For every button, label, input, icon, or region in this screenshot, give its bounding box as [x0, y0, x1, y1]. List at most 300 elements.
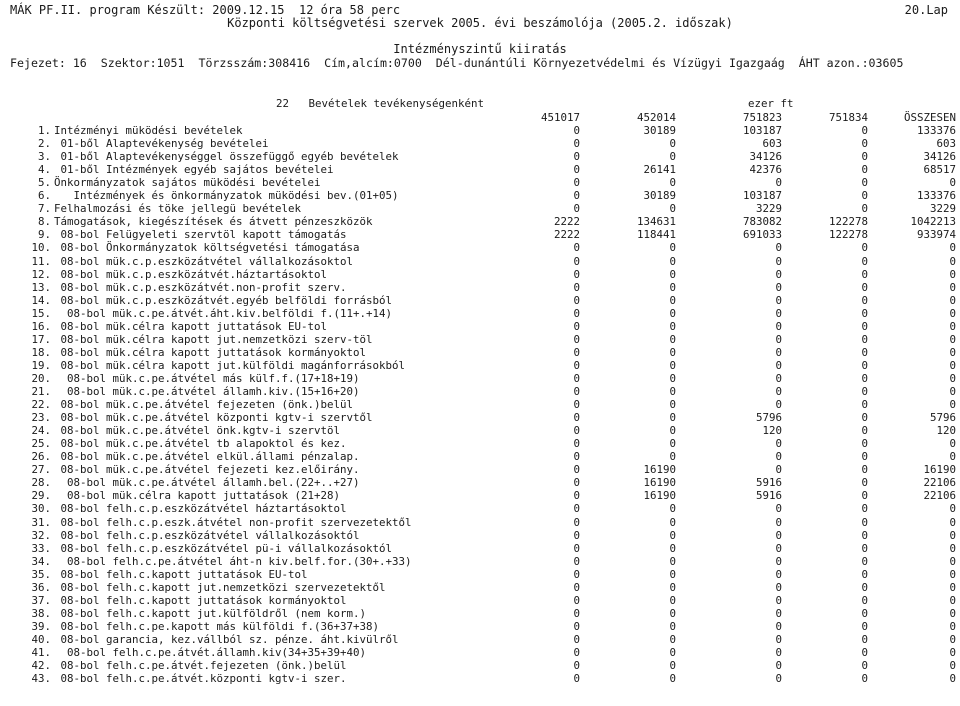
- cell-value: 0: [775, 632, 782, 646]
- cell-value: 120: [762, 424, 782, 438]
- cell-value: 0: [573, 267, 580, 281]
- cell-value: 0: [949, 371, 956, 385]
- row-number: 6.: [37, 189, 51, 203]
- cell-value: 0: [573, 189, 580, 203]
- cell-value: 0: [861, 293, 868, 307]
- cell-value: 0: [669, 254, 676, 268]
- cell-value: 0: [669, 202, 676, 216]
- cell-value: 0: [775, 385, 782, 398]
- column-header: 751823: [742, 111, 782, 124]
- cell-value: 0: [775, 450, 782, 464]
- cell-value: 0: [861, 189, 868, 203]
- cell-value: 0: [861, 606, 868, 620]
- cell-value: 0: [949, 241, 956, 255]
- cell-value: 0: [573, 502, 580, 516]
- cell-value: 0: [861, 241, 868, 255]
- cell-value: 0: [861, 124, 868, 137]
- row-number: 25.: [31, 437, 51, 451]
- cell-value: 68517: [923, 163, 956, 177]
- table-row: [0, 672, 960, 685]
- row-label: 08-bol felh.c.pe.átvét.fejezeten (önk.)belül: [54, 659, 347, 673]
- cell-value: 0: [861, 424, 868, 438]
- cell-value: 0: [573, 450, 580, 464]
- cell-value: 103187: [742, 189, 782, 203]
- row-number: 35.: [31, 567, 51, 581]
- row-label: 08-bol mük.célra kapott juttatások EU-tol: [54, 319, 328, 333]
- cell-value: 0: [949, 358, 956, 372]
- table-row: [0, 294, 960, 307]
- cell-value: 0: [573, 672, 580, 686]
- table-row: [0, 581, 960, 594]
- cell-value: 0: [669, 241, 676, 255]
- row-label: 08-bol mük.c.pe.átvétel fejezeten (önk.)belül: [54, 398, 354, 412]
- cell-value: 0: [949, 646, 956, 659]
- cell-value: 0: [949, 280, 956, 294]
- row-label: 01-ből Alaptevékenységgel összefüggő egyéb bevételek: [54, 150, 399, 164]
- table-row: [0, 633, 960, 646]
- cell-value: 1042213: [910, 215, 956, 229]
- cell-value: 0: [775, 554, 782, 568]
- row-number: 42.: [31, 659, 51, 673]
- row-number: 26.: [31, 450, 51, 464]
- row-number: 8.: [37, 215, 51, 229]
- table-row: [0, 124, 960, 137]
- cell-value: 0: [861, 385, 868, 398]
- cell-value: 0: [861, 371, 868, 385]
- cell-value: 0: [573, 541, 580, 555]
- cell-value: 0: [573, 332, 580, 346]
- cell-value: 0: [861, 137, 868, 151]
- row-label: 08-bol felh.c.kapott juttatások kormányoktol: [54, 593, 347, 607]
- cell-value: 22106: [923, 476, 956, 490]
- cell-value: 133376: [916, 189, 956, 203]
- cell-value: 0: [669, 306, 676, 320]
- cell-value: 0: [775, 672, 782, 686]
- cell-value: 0: [669, 659, 676, 673]
- row-label: 01-ből Alaptevékenység bevételei: [54, 137, 269, 151]
- cell-value: 0: [775, 176, 782, 190]
- cell-value: 0: [861, 580, 868, 594]
- cell-value: 0: [573, 385, 580, 398]
- table-row: [0, 555, 960, 568]
- cell-value: 22106: [923, 489, 956, 503]
- cell-value: 0: [669, 606, 676, 620]
- cell-value: 0: [573, 437, 580, 451]
- row-label: 08-bol felh.c.p.eszk.átvétel non-profit szervezetektől: [54, 515, 412, 529]
- cell-value: 0: [573, 358, 580, 372]
- cell-value: 0: [949, 567, 956, 581]
- row-number: 24.: [31, 424, 51, 438]
- cell-value: 0: [861, 150, 868, 164]
- row-number: 31.: [31, 515, 51, 529]
- row-number: 40.: [31, 632, 51, 646]
- row-number: 27.: [31, 463, 51, 477]
- cell-value: 5916: [755, 489, 782, 503]
- cell-value: 103187: [742, 124, 782, 137]
- cell-value: 0: [775, 659, 782, 673]
- cell-value: 0: [861, 437, 868, 451]
- cell-value: 0: [669, 541, 676, 555]
- cell-value: 0: [669, 293, 676, 307]
- row-label: 08-bol felh.c.pe.kapott más külföldi f.(36+37+38): [54, 619, 380, 633]
- cell-value: 0: [949, 398, 956, 412]
- cell-value: 0: [775, 371, 782, 385]
- row-label: 08-bol felh.c.kapott jut.nemzetközi szervezetektől: [54, 580, 386, 594]
- row-number: 4.: [37, 163, 51, 177]
- report-subtitle: Intézményszintű kiiratás: [393, 42, 567, 56]
- cell-value: 0: [861, 593, 868, 607]
- row-label: 08-bol garancia, kez.vállból sz. pénze. áht.kivülről: [54, 632, 399, 646]
- table-row: [0, 333, 960, 346]
- row-label: 08-bol mük.c.pe.átvétel fejezeti kez.előirány.: [54, 463, 360, 477]
- cell-value: 0: [861, 345, 868, 359]
- cell-value: 0: [573, 293, 580, 307]
- cell-value: 0: [861, 489, 868, 503]
- cell-value: 16190: [643, 489, 676, 503]
- cell-value: 0: [861, 163, 868, 177]
- cell-value: 603: [762, 137, 782, 151]
- row-number: 18.: [31, 345, 51, 359]
- row-label: 08-bol mük.c.p.eszközátvétel vállalkozásoktol: [54, 254, 354, 268]
- cell-value: 0: [775, 358, 782, 372]
- table-row: [0, 150, 960, 163]
- column-header: ÖSSZESEN: [903, 111, 956, 124]
- cell-value: 0: [669, 567, 676, 581]
- row-number: 10.: [31, 241, 51, 255]
- row-number: 11.: [31, 254, 51, 268]
- cell-value: 0: [775, 541, 782, 555]
- row-label: 08-bol felh.c.pe.átvét.központi kgtv-i szer.: [54, 672, 347, 686]
- cell-value: 0: [949, 554, 956, 568]
- row-label: 08-bol mük.c.p.eszközátvét.non-profit szerv.: [54, 280, 347, 294]
- cell-value: 0: [669, 398, 676, 412]
- row-label: 08-bol mük.c.p.eszközátvét.egyéb belföldi forrásból: [54, 293, 393, 307]
- row-label: Önkormányzatok sajátos müködési bevételei: [54, 176, 321, 190]
- cell-value: 0: [573, 411, 580, 425]
- cell-value: 0: [573, 306, 580, 320]
- table-row: [0, 502, 960, 515]
- row-label: 08-bol mük.c.p.eszközátvét.háztartásoktol: [54, 267, 328, 281]
- row-number: 36.: [31, 580, 51, 594]
- cell-value: 2222: [553, 228, 580, 242]
- cell-value: 0: [669, 267, 676, 281]
- row-label: 08-bol felh.c.p.eszközátvétel pü-i vállalkozásoktól: [54, 541, 393, 555]
- cell-value: 0: [775, 254, 782, 268]
- cell-value: 0: [861, 632, 868, 646]
- cell-value: 0: [949, 580, 956, 594]
- cell-value: 0: [669, 319, 676, 333]
- row-label: 08-bol Önkormányzatok költségvetési támogatása: [54, 241, 360, 255]
- page-number: 20.Lap: [904, 3, 948, 17]
- row-label: 08-bol mük.célra kapott juttatások (21+28): [54, 489, 341, 503]
- cell-value: 0: [669, 137, 676, 151]
- row-label: 08-bol mük.c.pe.átvétel államh.bel.(22+..+27): [54, 476, 360, 490]
- cell-value: 0: [949, 176, 956, 190]
- cell-value: 0: [573, 593, 580, 607]
- table-row: [0, 411, 960, 424]
- cell-value: 0: [949, 672, 956, 686]
- cell-value: 0: [861, 476, 868, 490]
- column-header-row: [0, 111, 960, 124]
- cell-value: 2222: [553, 215, 580, 229]
- table-row: [0, 202, 960, 215]
- cell-value: 0: [775, 267, 782, 281]
- row-number: 34.: [31, 554, 51, 568]
- cell-value: 0: [669, 385, 676, 398]
- column-header: 751834: [828, 111, 868, 124]
- table-row: [0, 137, 960, 150]
- row-label: 08-bol felh.c.p.eszközátvétel vállalkozásoktól: [54, 528, 360, 542]
- cell-value: 0: [669, 554, 676, 568]
- cell-value: 3229: [755, 202, 782, 216]
- cell-value: 16190: [643, 463, 676, 477]
- cell-value: 122278: [828, 228, 868, 242]
- cell-value: 0: [573, 528, 580, 542]
- cell-value: 0: [669, 411, 676, 425]
- table-row: [0, 424, 960, 437]
- cell-value: 0: [775, 398, 782, 412]
- row-number: 32.: [31, 528, 51, 542]
- row-number: 43.: [31, 672, 51, 686]
- cell-value: 0: [669, 450, 676, 464]
- cell-value: 0: [949, 332, 956, 346]
- cell-value: 0: [949, 293, 956, 307]
- cell-value: 0: [949, 528, 956, 542]
- cell-value: 0: [775, 593, 782, 607]
- table-row: [0, 163, 960, 176]
- cell-value: 0: [573, 176, 580, 190]
- cell-value: 0: [775, 567, 782, 581]
- cell-value: 0: [669, 358, 676, 372]
- table-row: [0, 516, 960, 529]
- cell-value: 0: [669, 371, 676, 385]
- row-number: 39.: [31, 619, 51, 633]
- cell-value: 0: [573, 150, 580, 164]
- cell-value: 0: [861, 659, 868, 673]
- table-row: [0, 594, 960, 607]
- cell-value: 0: [669, 437, 676, 451]
- cell-value: 0: [861, 319, 868, 333]
- table-row: [0, 437, 960, 450]
- row-number: 17.: [31, 332, 51, 346]
- cell-value: 0: [775, 332, 782, 346]
- cell-value: 0: [669, 672, 676, 686]
- table-row: [0, 241, 960, 254]
- cell-value: 0: [669, 593, 676, 607]
- cell-value: 0: [573, 554, 580, 568]
- cell-value: 0: [775, 306, 782, 320]
- cell-value: 0: [949, 515, 956, 529]
- cell-value: 0: [775, 606, 782, 620]
- cell-value: 0: [861, 646, 868, 659]
- table-row: [0, 359, 960, 372]
- row-label: 08-bol felh.c.pe.átvét.államh.kiv(34+35+39+40): [54, 646, 367, 659]
- cell-value: 0: [861, 280, 868, 294]
- row-number: 7.: [37, 202, 51, 216]
- row-number: 28.: [31, 476, 51, 490]
- cell-value: 0: [573, 606, 580, 620]
- cell-value: 0: [949, 437, 956, 451]
- table-row: [0, 346, 960, 359]
- row-label: Intézményi müködési bevételek: [54, 124, 243, 137]
- cell-value: 0: [861, 358, 868, 372]
- cell-value: 0: [775, 293, 782, 307]
- cell-value: 0: [669, 280, 676, 294]
- cell-value: 0: [573, 371, 580, 385]
- row-label: 08-bol felh.c.kapott jut.külföldről (nem korm.): [54, 606, 367, 620]
- cell-value: 0: [775, 502, 782, 516]
- row-label: 08-bol mük.c.pe.átvétel önk.kgtv-i szervtöl: [54, 424, 341, 438]
- cell-value: 0: [775, 437, 782, 451]
- cell-value: 0: [573, 567, 580, 581]
- cell-value: 0: [775, 345, 782, 359]
- cell-value: 5916: [755, 476, 782, 490]
- cell-value: 0: [861, 202, 868, 216]
- table-row: [0, 268, 960, 281]
- cell-value: 0: [949, 450, 956, 464]
- cell-value: 0: [861, 463, 868, 477]
- row-number: 2.: [37, 137, 51, 151]
- cell-value: 933974: [916, 228, 956, 242]
- cell-value: 0: [949, 541, 956, 555]
- row-number: 38.: [31, 606, 51, 620]
- cell-value: 5796: [929, 411, 956, 425]
- cell-value: 783082: [742, 215, 782, 229]
- cell-value: 42376: [749, 163, 782, 177]
- cell-value: 0: [861, 515, 868, 529]
- column-header: 451017: [540, 111, 580, 124]
- cell-value: 0: [775, 515, 782, 529]
- cell-value: 26141: [643, 163, 676, 177]
- row-number: 3.: [37, 150, 51, 164]
- cell-value: 0: [573, 319, 580, 333]
- cell-value: 0: [573, 489, 580, 503]
- cell-value: 0: [949, 606, 956, 620]
- cell-value: 134631: [636, 215, 676, 229]
- row-label: 08-bol mük.célra kapott jut.nemzetközi szerv-töl: [54, 332, 373, 346]
- cell-value: 0: [573, 398, 580, 412]
- row-number: 14.: [31, 293, 51, 307]
- cell-value: 691033: [742, 228, 782, 242]
- table-row: [0, 659, 960, 672]
- cell-value: 0: [573, 163, 580, 177]
- row-number: 15.: [31, 306, 51, 320]
- row-number: 12.: [31, 267, 51, 281]
- row-number: 30.: [31, 502, 51, 516]
- table-row: [0, 320, 960, 333]
- cell-value: 0: [669, 528, 676, 542]
- cell-value: 0: [669, 632, 676, 646]
- cell-value: 0: [949, 593, 956, 607]
- cell-value: 0: [573, 619, 580, 633]
- table-row: [0, 620, 960, 633]
- cell-value: 0: [861, 332, 868, 346]
- table-row: [0, 228, 960, 241]
- cell-value: 0: [573, 137, 580, 151]
- cell-value: 0: [573, 280, 580, 294]
- cell-value: 0: [573, 424, 580, 438]
- table-row: [0, 189, 960, 202]
- cell-value: 0: [573, 345, 580, 359]
- table-row: [0, 568, 960, 581]
- cell-value: 0: [669, 424, 676, 438]
- row-label: 08-bol mük.c.pe.átvétel államh.kiv.(15+16+20): [54, 385, 360, 398]
- table-title: 22 Bevételek tevékenységenként: [276, 97, 485, 110]
- row-number: 20.: [31, 371, 51, 385]
- cell-value: 122278: [828, 215, 868, 229]
- table-row: [0, 607, 960, 620]
- cell-value: 0: [573, 463, 580, 477]
- cell-value: 0: [775, 528, 782, 542]
- header-program-line: MÁK PF.II. program Készült: 2009.12.15 12 óra 58 perc: [10, 3, 401, 17]
- cell-value: 0: [861, 502, 868, 516]
- row-number: 5.: [37, 176, 51, 190]
- cell-value: 3229: [929, 202, 956, 216]
- cell-value: 0: [573, 659, 580, 673]
- row-label: Támogatások, kiegészítések és átvett pénzeszközök: [54, 215, 373, 229]
- row-number: 21.: [31, 385, 51, 398]
- row-number: 19.: [31, 358, 51, 372]
- table-row: [0, 385, 960, 398]
- row-label: 08-bol Felügyeleti szervtöl kapott támogatás: [54, 228, 347, 242]
- row-label: Intézmények és önkormányzatok müködési bev.(01+05): [54, 189, 399, 203]
- row-label: 08-bol mük.célra kapott juttatások kormányoktol: [54, 345, 367, 359]
- cell-value: 0: [949, 254, 956, 268]
- cell-value: 118441: [636, 228, 676, 242]
- row-label: 01-ből Intézmények egyéb sajátos bevételei: [54, 163, 334, 177]
- table-row: [0, 255, 960, 268]
- cell-value: 0: [669, 515, 676, 529]
- cell-value: 0: [775, 319, 782, 333]
- cell-value: 0: [861, 672, 868, 686]
- cell-value: 133376: [916, 124, 956, 137]
- cell-value: 603: [936, 137, 956, 151]
- row-label: 08-bol felh.c.p.eszközátvétel háztartásoktol: [54, 502, 347, 516]
- cell-value: 0: [775, 580, 782, 594]
- cell-value: 0: [949, 345, 956, 359]
- cell-value: 5796: [755, 411, 782, 425]
- cell-value: 0: [949, 659, 956, 673]
- table-row: [0, 307, 960, 320]
- cell-value: 0: [861, 398, 868, 412]
- cell-value: 0: [949, 306, 956, 320]
- row-label: 08-bol mük.c.pe.átvétel elkül.állami pénzalap.: [54, 450, 360, 464]
- cell-value: 0: [775, 463, 782, 477]
- cell-value: 0: [949, 267, 956, 281]
- cell-value: 0: [949, 619, 956, 633]
- cell-value: 120: [936, 424, 956, 438]
- cell-value: 30189: [643, 189, 676, 203]
- cell-value: 0: [669, 646, 676, 659]
- cell-value: 0: [573, 254, 580, 268]
- row-number: 1.: [37, 124, 51, 137]
- table-row: [0, 542, 960, 555]
- row-number: 41.: [31, 646, 51, 659]
- table-row: [0, 281, 960, 294]
- cell-value: 16190: [923, 463, 956, 477]
- row-number: 16.: [31, 319, 51, 333]
- cell-value: 0: [775, 280, 782, 294]
- cell-value: 0: [861, 411, 868, 425]
- cell-value: 0: [861, 254, 868, 268]
- cell-value: 0: [949, 632, 956, 646]
- table-row: [0, 372, 960, 385]
- cell-value: 0: [573, 124, 580, 137]
- cell-value: 0: [775, 241, 782, 255]
- cell-value: 0: [573, 476, 580, 490]
- cell-value: 0: [949, 319, 956, 333]
- table-row: [0, 450, 960, 463]
